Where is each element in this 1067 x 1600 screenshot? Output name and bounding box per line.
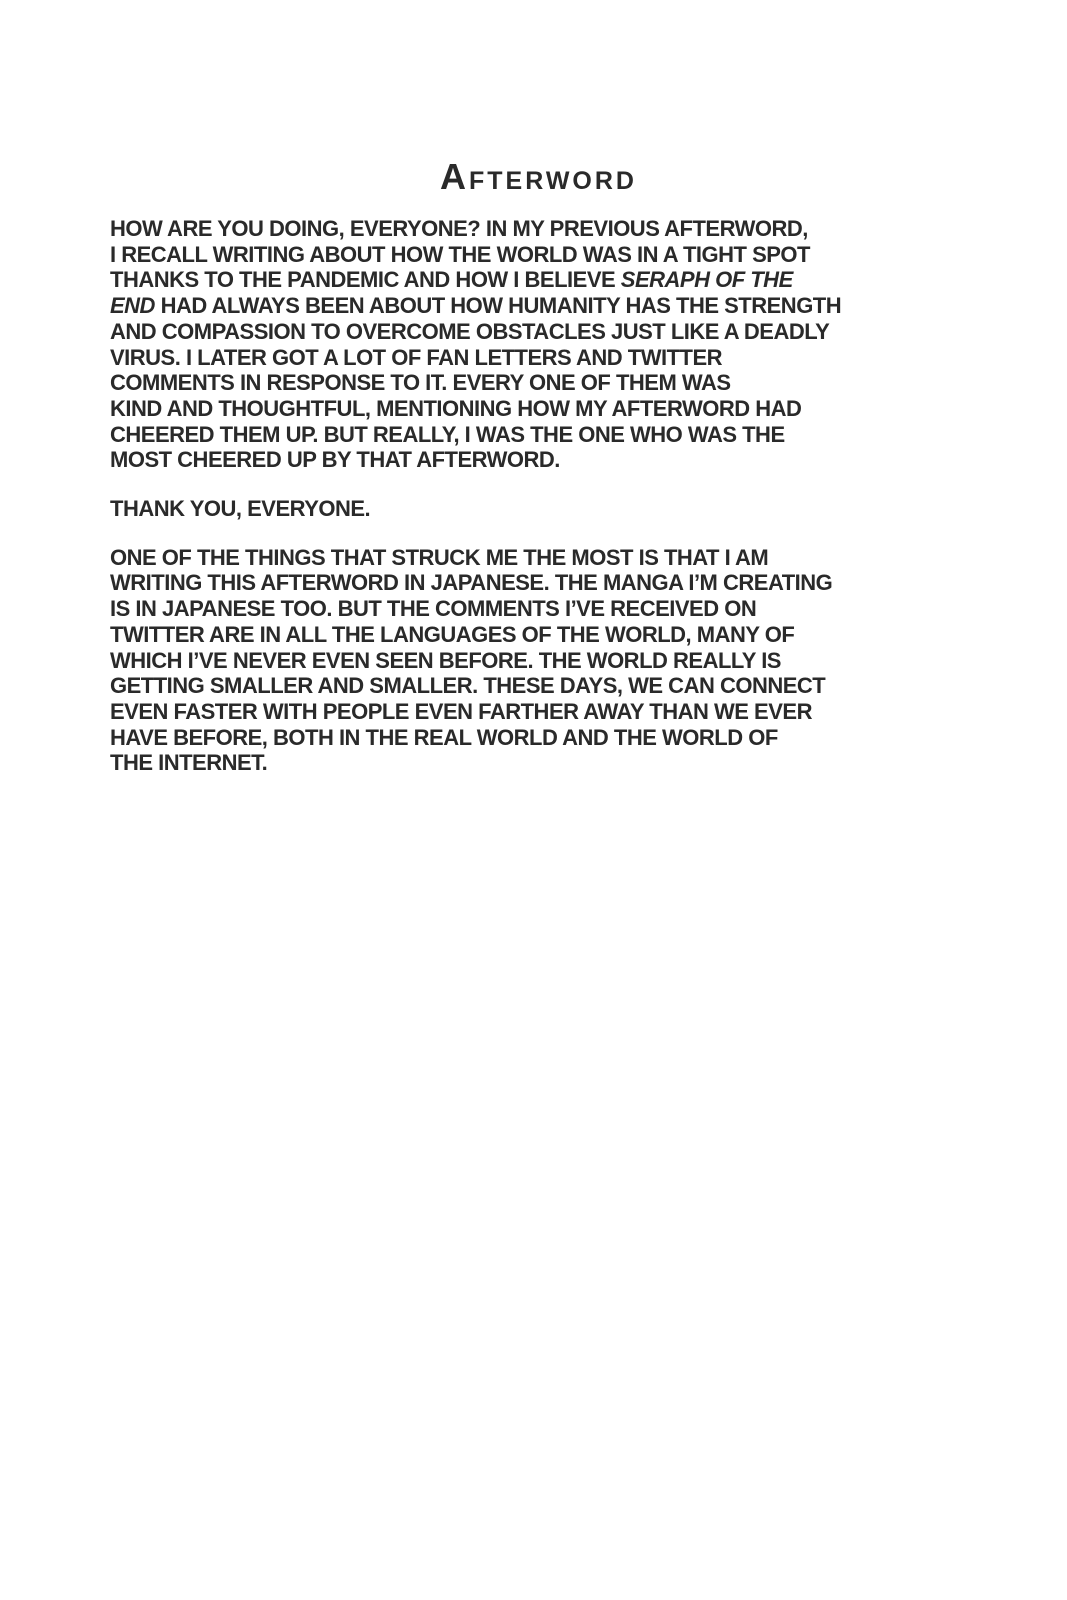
page-title: Afterword xyxy=(440,156,637,197)
text-segment: COMMENTS IN RESPONSE TO IT. EVERY ONE OF THEM WAS xyxy=(110,370,731,396)
text-line xyxy=(110,267,967,293)
text-line xyxy=(110,422,967,448)
text-line xyxy=(110,216,967,242)
text-line xyxy=(110,673,967,699)
text-line xyxy=(110,750,967,776)
text-segment: THANKS TO THE PANDEMIC AND HOW I BELIEVE xyxy=(110,267,621,293)
text-line xyxy=(110,242,967,268)
text-segment: CHEERED THEM UP. BUT REALLY, I WAS THE ONE WHO WAS THE xyxy=(110,421,785,447)
text-line xyxy=(110,319,967,345)
text-segment: MOST CHEERED UP BY THAT AFTERWORD. xyxy=(110,447,560,473)
text-segment: ONE OF THE THINGS THAT STRUCK ME THE MOST IS THAT I AM xyxy=(110,544,769,570)
text-line xyxy=(110,496,967,522)
text-line xyxy=(110,648,967,674)
text-segment: GETTING SMALLER AND SMALLER. THESE DAYS, WE CAN CONNECT xyxy=(110,673,826,699)
text-segment: EVEN FASTER WITH PEOPLE EVEN FARTHER AWAY THAN WE EVER xyxy=(110,698,812,724)
text-segment: I RECALL WRITING ABOUT HOW THE WORLD WAS IN A TIGHT SPOT xyxy=(110,241,810,267)
text-line xyxy=(110,570,967,596)
text-line xyxy=(110,545,967,571)
text-line xyxy=(110,396,967,422)
text-segment: VIRUS. I LATER GOT A LOT OF FAN LETTERS AND TWITTER xyxy=(110,344,723,370)
text-segment: IS IN JAPANESE TOO. BUT THE COMMENTS I’VE RECEIVED ON xyxy=(110,596,757,622)
text-segment: HAVE BEFORE, BOTH IN THE REAL WORLD AND THE WORLD OF xyxy=(110,724,778,750)
text-line xyxy=(110,699,967,725)
text-segment: HAD ALWAYS BEEN ABOUT HOW HUMANITY HAS THE STRENGTH xyxy=(154,293,842,319)
text-line xyxy=(110,370,967,396)
italic-title-text: SERAPH OF THE xyxy=(620,267,793,293)
text-line xyxy=(110,345,967,371)
text-line xyxy=(110,293,967,319)
text-line xyxy=(110,596,967,622)
text-segment: AND COMPASSION TO OVERCOME OBSTACLES JUST LIKE A DEADLY xyxy=(110,318,830,344)
paragraph xyxy=(110,496,967,522)
paragraph xyxy=(110,216,967,473)
italic-title-text: END xyxy=(110,293,155,319)
paragraph xyxy=(110,545,967,776)
text-segment: THE INTERNET. xyxy=(110,750,268,776)
text-segment: WHICH I’VE NEVER EVEN SEEN BEFORE. THE WORLD REALLY IS xyxy=(110,647,781,673)
text-segment: WRITING THIS AFTERWORD IN JAPANESE. THE MANGA I’M CREATING xyxy=(110,570,833,596)
text-line xyxy=(110,622,967,648)
afterword-content xyxy=(0,0,1067,776)
text-segment: HOW ARE YOU DOING, EVERYONE? IN MY PREVIOUS AFTERWORD, xyxy=(110,216,808,241)
text-line xyxy=(110,725,967,751)
text-segment: THANK YOU, EVERYONE. xyxy=(110,496,371,522)
text-segment: KIND AND THOUGHTFUL, MENTIONING HOW MY AFTERWORD HAD xyxy=(110,395,802,421)
text-line xyxy=(110,447,967,473)
text-segment: TWITTER ARE IN ALL THE LANGUAGES OF THE WORLD, MANY OF xyxy=(110,621,795,647)
afterword-body xyxy=(110,216,967,776)
